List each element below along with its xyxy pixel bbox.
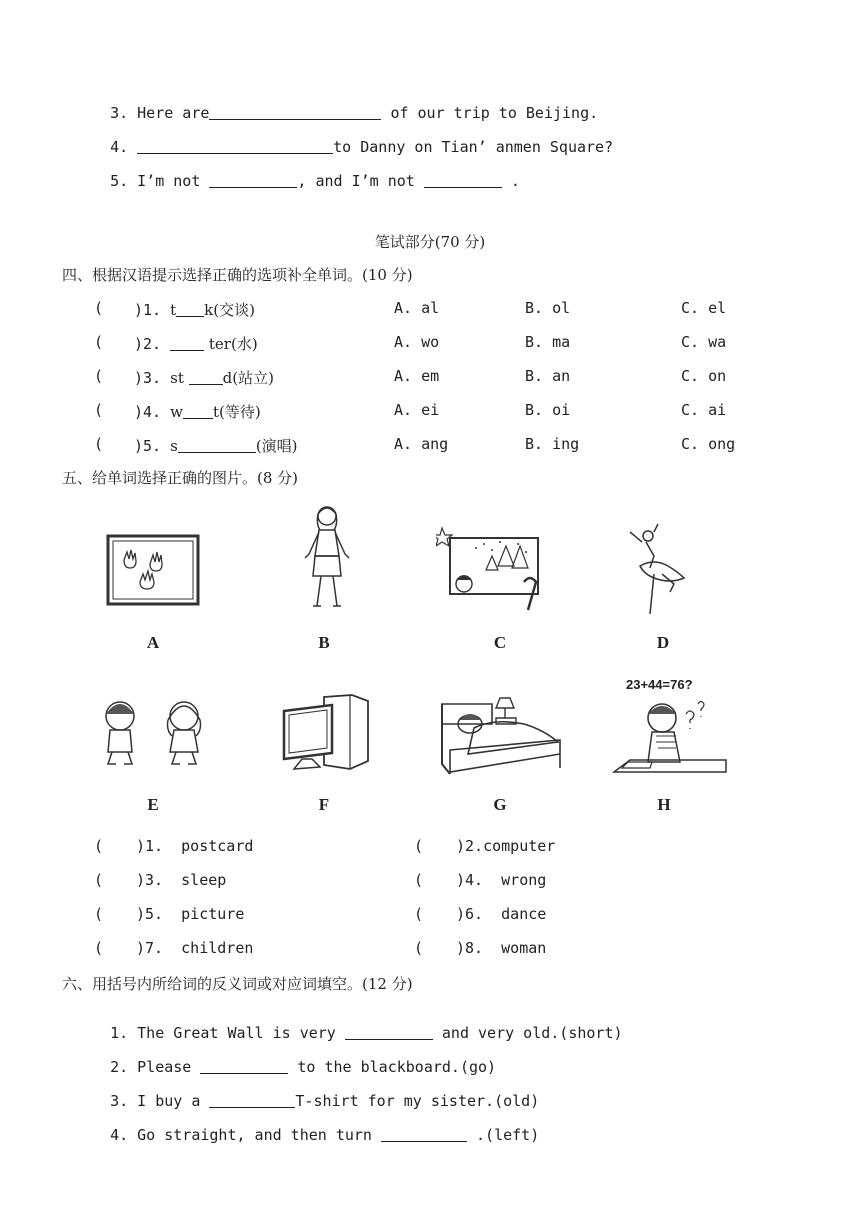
picture-f-computer: [280, 693, 372, 773]
s4-answer-slot[interactable]: [104, 367, 132, 385]
s4-option-a: A. wo: [394, 333, 440, 351]
s4-blank[interactable]: [183, 404, 213, 419]
s4-question: [134, 401, 261, 422]
section5-title: 五、给单词选择正确的图片。(8 分): [62, 469, 299, 487]
caption-f: F: [318, 795, 330, 814]
s5-answer-slot[interactable]: [424, 837, 450, 855]
s5-paren: (: [94, 905, 104, 923]
s4-question: [134, 333, 258, 354]
s5-word: )4. wrong: [456, 871, 547, 889]
s4-num: )1.: [134, 301, 162, 319]
s6-q4-after: .(left): [476, 1126, 540, 1144]
s4-question: [134, 299, 255, 320]
s4-num: )4.: [134, 403, 162, 421]
caption-a: A: [146, 633, 160, 652]
s4-stem-a: st: [170, 369, 189, 387]
s4-blank[interactable]: [189, 370, 223, 385]
s4-answer-slot[interactable]: [104, 333, 132, 351]
s5-answer-slot[interactable]: [104, 939, 130, 957]
s4-option-c: C. wa: [681, 333, 727, 351]
q4-after: to Danny on Tian’ anmen Square?: [333, 138, 614, 156]
s5-answer-slot[interactable]: [424, 905, 450, 923]
s5-paren: (: [414, 837, 424, 855]
caption-b: B: [318, 633, 330, 652]
s6-q4-num: 4.: [110, 1126, 129, 1144]
s4-option-b: B. ma: [525, 333, 571, 351]
s5-word: )6. dance: [456, 905, 547, 923]
q3-blank[interactable]: [209, 105, 381, 120]
s4-option-c: C. el: [681, 299, 727, 317]
s4-stem-a: w: [170, 403, 183, 421]
s4-paren: (: [94, 333, 104, 351]
s5-paren: (: [414, 939, 424, 957]
s4-blank[interactable]: [170, 336, 204, 351]
s5-answer-slot[interactable]: [104, 837, 130, 855]
picture-h-wrong-answer: [612, 694, 730, 774]
s6-q1-before: The Great Wall is very: [137, 1024, 336, 1042]
q4-line: [92, 120, 613, 156]
s4-blank[interactable]: [178, 438, 256, 453]
section6-title: 六、用括号内所给词的反义词或对应词填空。(12 分): [62, 975, 413, 993]
s4-option-b: B. oi: [525, 401, 571, 419]
s4-stem-b: k(交谈): [204, 301, 255, 319]
s5-paren: (: [414, 871, 424, 889]
caption-c: C: [493, 633, 507, 652]
s4-option-b: B. an: [525, 367, 571, 385]
s4-question: [134, 367, 274, 388]
s4-option-a: A. al: [394, 299, 440, 317]
math-equation-text: 23+44=76?: [626, 677, 693, 692]
s5-word: )2.computer: [456, 837, 556, 855]
s6-q4-line: [92, 1108, 539, 1144]
s4-question: [134, 435, 298, 456]
q5-after: .: [510, 172, 520, 190]
s4-blank[interactable]: [176, 302, 204, 317]
s4-answer-slot[interactable]: [104, 435, 132, 453]
s5-answer-slot[interactable]: [424, 939, 450, 957]
s4-paren: (: [94, 435, 104, 453]
caption-d: D: [656, 633, 670, 652]
s6-q3-before: I buy a: [137, 1092, 201, 1110]
s6-q3-after: T-shirt for my sister.(old): [295, 1092, 540, 1110]
s4-option-b: B. ol: [525, 299, 571, 317]
caption-h: H: [657, 795, 671, 814]
s4-stem-a: s: [170, 437, 178, 455]
s4-option-b: B. ing: [525, 435, 580, 453]
s5-word: )5. picture: [136, 905, 245, 923]
s4-paren: (: [94, 401, 104, 419]
s4-option-c: C. ong: [681, 435, 736, 453]
s5-paren: (: [94, 837, 104, 855]
s5-answer-slot[interactable]: [424, 871, 450, 889]
s4-answer-slot[interactable]: [104, 299, 132, 317]
s6-q4-before: Go straight, and then turn: [137, 1126, 372, 1144]
s5-word: )1. postcard: [136, 837, 254, 855]
picture-d-ballet-dancer: [624, 522, 694, 618]
s6-q3-num: 3.: [110, 1092, 129, 1110]
s4-option-a: A. ang: [394, 435, 449, 453]
s5-answer-slot[interactable]: [104, 871, 130, 889]
s4-paren: (: [94, 299, 104, 317]
q3-line: [92, 86, 598, 122]
caption-g: G: [493, 795, 507, 814]
s4-num: )5.: [134, 437, 162, 455]
s6-q1-num: 1.: [110, 1024, 129, 1042]
q5-blank-2[interactable]: [424, 173, 502, 188]
s6-q2-line: [92, 1040, 496, 1076]
s4-option-a: A. em: [394, 367, 440, 385]
s4-stem-b: (演唱): [255, 437, 298, 455]
q4-num: 4.: [110, 138, 129, 156]
s6-q2-before: Please: [137, 1058, 192, 1076]
q3-num: 3.: [110, 104, 129, 122]
s4-num: )3.: [134, 369, 162, 387]
caption-e: E: [147, 795, 159, 814]
q3-before: Here are: [137, 104, 210, 122]
s4-stem-b: d(站立): [222, 369, 274, 387]
s5-paren: (: [94, 939, 104, 957]
s5-word: )8. woman: [456, 939, 547, 957]
picture-a-hands-postcard: [106, 534, 202, 608]
q5-before: I’m not: [137, 172, 201, 190]
s4-stem-a: t: [170, 301, 177, 319]
q4-blank[interactable]: [137, 139, 333, 154]
s4-answer-slot[interactable]: [104, 401, 132, 419]
s6-q1-blank[interactable]: [345, 1025, 433, 1040]
s6-q3-line: [92, 1074, 539, 1110]
q5-middle: , and I’m not: [297, 172, 415, 190]
picture-c-christmas-card: [436, 526, 546, 612]
q3-after: of our trip to Beijing.: [390, 104, 599, 122]
section4-title: 四、根据汉语提示选择正确的选项补全单词。(10 分): [62, 266, 413, 284]
s6-q4-blank[interactable]: [381, 1127, 467, 1142]
s6-q2-after: to the blackboard.(go): [297, 1058, 497, 1076]
q5-line: [92, 154, 520, 190]
s5-paren: (: [414, 905, 424, 923]
s5-word: )3. sleep: [136, 871, 227, 889]
s6-q1-after: and very old.(short): [441, 1024, 623, 1042]
s6-q1-line: [92, 1006, 623, 1042]
picture-e-children: [96, 694, 212, 770]
s6-q2-blank[interactable]: [200, 1059, 288, 1074]
s4-option-a: A. ei: [394, 401, 440, 419]
s5-word: )7. children: [136, 939, 254, 957]
s4-stem-b: t(等待): [212, 403, 261, 421]
picture-g-sleeping-bed: [438, 694, 564, 782]
s4-paren: (: [94, 367, 104, 385]
s4-stem-b: ter(水): [204, 335, 258, 353]
s4-option-c: C. on: [681, 367, 727, 385]
s5-answer-slot[interactable]: [104, 905, 130, 923]
written-part-title: 笔试部分(70 分): [374, 233, 486, 251]
s4-num: )2.: [134, 335, 162, 353]
s5-paren: (: [94, 871, 104, 889]
q5-blank-1[interactable]: [209, 173, 297, 188]
s6-q3-blank[interactable]: [209, 1093, 295, 1108]
s4-option-c: C. ai: [681, 401, 727, 419]
q5-num: 5.: [110, 172, 129, 190]
s6-q2-num: 2.: [110, 1058, 129, 1076]
picture-b-woman: [297, 502, 357, 612]
